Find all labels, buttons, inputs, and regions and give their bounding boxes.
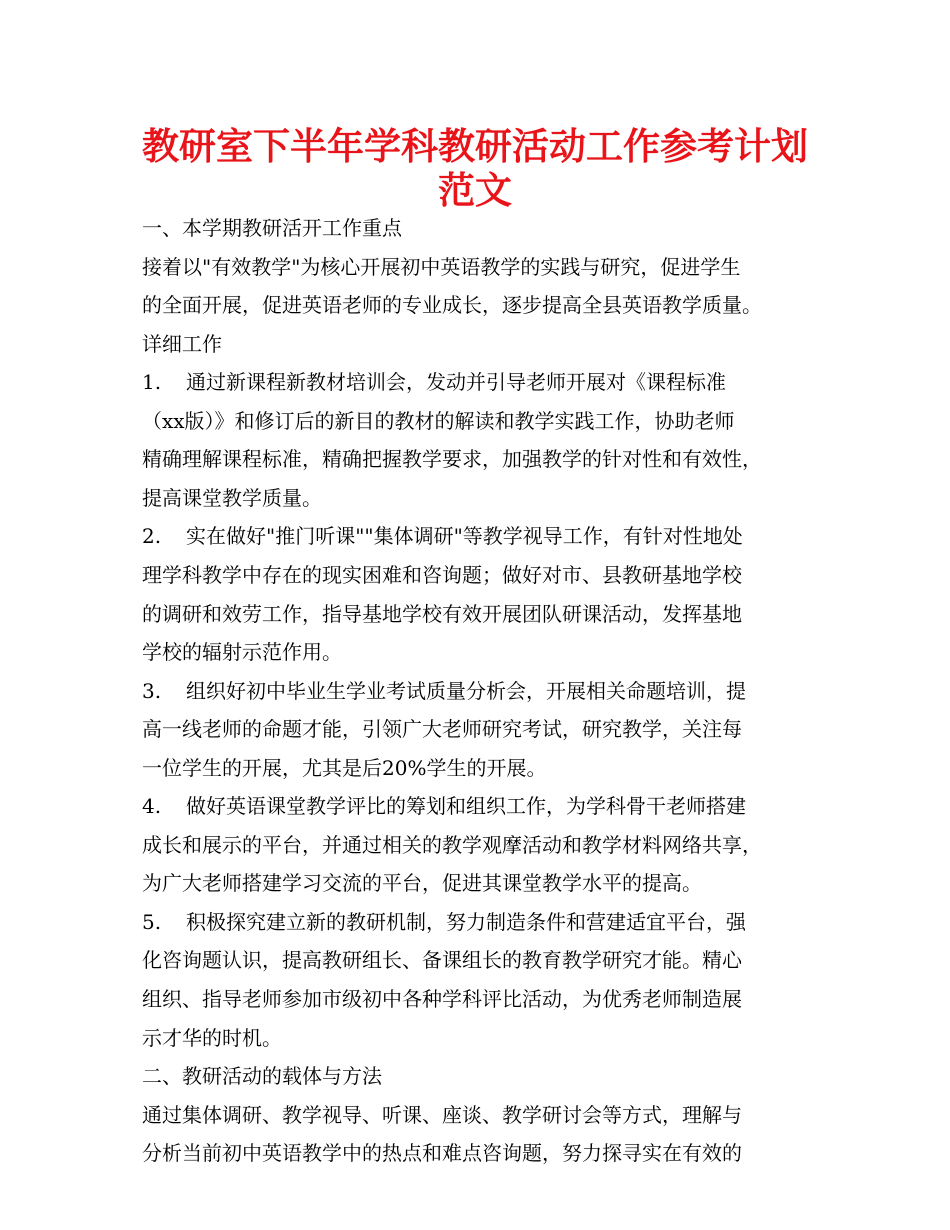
body-line-text: 通过集体调研、教学视导、听课、座谈、教学研讨会等方式，理解与 [142, 1102, 742, 1127]
body-line-text: 提高课堂教学质量。 [142, 485, 322, 510]
body-line [142, 1139, 742, 1167]
body-line [142, 946, 742, 974]
body-line [142, 291, 762, 319]
list-item-number: 4. [142, 794, 162, 819]
body-line-text: 化咨询题认识，提高教研组长、备课组长的教育教学研究才能。精心 [142, 948, 742, 973]
body-line [142, 368, 726, 396]
body-line-text: 成长和展示的平台，并通过相关的教学观摩活动和教学材料网络共享， [142, 832, 762, 857]
body-line [142, 792, 746, 820]
body-line-text: 实在做好"推门听课""集体调研"等教学视导工作，有针对性地处 [186, 524, 743, 549]
body-line [142, 484, 322, 512]
body-line-text: 分析当前初中英语教学中的热点和难点咨询题，努力探寻实在有效的 [142, 1141, 742, 1166]
body-line-text: 为广大老师搭建学习交流的平台，促进其课堂教学水平的提高。 [142, 871, 702, 896]
body-line [142, 869, 702, 897]
body-line [142, 754, 546, 782]
body-line-text: 高一线老师的命题才能，引领广大老师研究考试，研究教学，关注每 [142, 717, 742, 742]
body-line-text: 理学科教学中存在的现实困难和咨询题；做好对市、县教研基地学校 [142, 563, 742, 587]
list-item-number: 3. [142, 678, 162, 703]
body-line-text: 的全面开展，促进英语老师的专业成长，逐步提高全县英语教学质量。 [142, 293, 762, 318]
body-line-text: 学校的辐射示范作用。 [142, 640, 342, 664]
body-line [142, 1062, 382, 1090]
document-title-line-1: 教研室下半年学科教研活动工作参考计划 [142, 125, 808, 168]
body-line-text: 做好英语课堂教学评比的筹划和组织工作，为学科骨干老师搭建 [186, 794, 746, 819]
body-line-text: 接着以"有效教学"为核心开展初中英语教学的实践与研究，促进学生 [142, 254, 741, 279]
document-title-line-2: 范文 [438, 169, 512, 212]
body-line [142, 214, 402, 242]
body-line-text: 详细工作 [142, 331, 222, 356]
body-line [142, 677, 746, 705]
body-line [142, 522, 743, 550]
body-line [142, 638, 342, 666]
body-line-text: 积极探究建立新的教研机制，努力制造条件和营建适宜平台，强 [186, 909, 746, 934]
body-line [142, 253, 740, 281]
body-line-text: 精确理解课程标准，精确把握教学要求，加强教学的针对性和有效性， [142, 447, 762, 472]
body-line [142, 445, 762, 473]
body-line-text: 示才华的时机。 [142, 1025, 282, 1050]
body-line-text: 组织好初中毕业生学业考试质量分析会，开展相关命题培训，提 [186, 678, 746, 703]
body-line [142, 831, 762, 859]
body-line [142, 985, 742, 1013]
body-line [142, 1101, 742, 1129]
body-line-text: 组织、指导老师参加市级初中各种学科评比活动，为优秀老师制造展 [142, 987, 742, 1011]
body-line-text: 二、教研活动的载体与方法 [142, 1064, 382, 1089]
body-line [142, 330, 222, 358]
body-line [142, 600, 742, 628]
body-line [142, 715, 742, 743]
body-line-text: 一位学生的开展，尤其是后20%学生的开展。 [142, 755, 547, 780]
list-item-number: 5. [142, 909, 162, 934]
body-line [142, 561, 742, 589]
body-line [142, 1024, 282, 1052]
body-line-text: （xx版）》和修订后的新目的教材的解读和教学实践工作，协助老师 [142, 408, 735, 433]
body-line-text: 通过新课程新教材培训会，发动并引导老师开展对《课程标准 [186, 370, 726, 395]
body-line [142, 407, 735, 435]
list-item-number: 1. [142, 370, 162, 395]
body-line [142, 908, 746, 936]
body-line-text: 一、本学期教研活开工作重点 [142, 216, 402, 240]
body-line-text: 的调研和效劳工作，指导基地学校有效开展团队研课活动，发挥基地 [142, 601, 742, 626]
list-item-number: 2. [142, 524, 162, 549]
